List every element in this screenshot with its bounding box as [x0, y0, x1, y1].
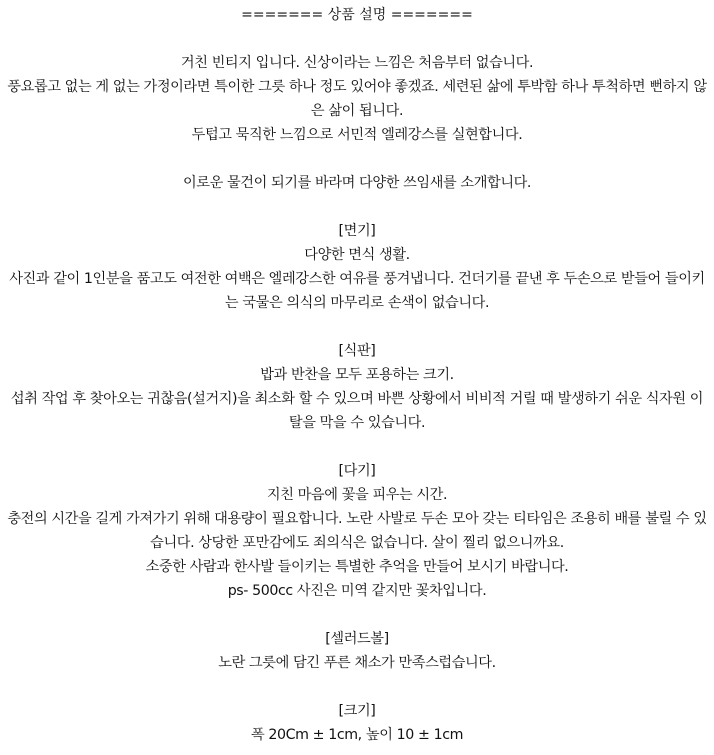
size-spec: 폭 20Cm ± 1cm, 높이 10 ± 1cm: [250, 727, 464, 743]
section-line: ps- 500cc 사진은 미역 같지만 꽃차입니다.: [227, 583, 487, 599]
spacer: [6, 675, 708, 699]
section-heading-noodle-bowl: [면기]: [338, 223, 376, 239]
spacer: [6, 27, 708, 51]
section-line: 섭취 작업 후 찾아오는 귀찮음(설거지)을 최소화 할 수 있으며 바쁜 상황에서 비비적 거릴 때 발생하기 쉬운 식자원 이탈을 막을 수 있습니다.: [10, 391, 704, 431]
spacer: [6, 147, 708, 171]
section-heading-size: [크기]: [338, 703, 376, 719]
spacer: [6, 195, 708, 219]
section-line: 소중한 사람과 한사발 들이키는 특별한 추억을 만들어 보시기 바랍니다.: [145, 559, 569, 575]
section-line: 다양한 면식 생활.: [304, 247, 410, 263]
section-line: 노란 그릇에 담긴 푸른 채소가 만족스럽습니다.: [218, 655, 496, 671]
description-title: ======= 상품 설명 =======: [241, 7, 473, 23]
section-line: 사진과 같이 1인분을 품고도 여전한 여백은 엘레강스한 여유를 풍겨냅니다. 건더기를 끝낸 후 두손으로 받들어 들이키는 국물은 의식의 마무리로 손색이 없습니다.: [9, 271, 705, 311]
section-line: 충전의 시간을 길게 가져가기 위해 대용량이 필요합니다. 노란 사발로 두손 모아 갖는 티타임은 조용히 배를 불릴 수 있습니다. 상당한 포만감에도 죄의식은 없습니다. 살이 찔리 없으니까요.: [7, 511, 707, 551]
section-heading-meal-tray: [식판]: [338, 343, 376, 359]
spacer: [6, 435, 708, 459]
intro-line: 거친 빈티지 입니다. 신상이라는 느낌은 처음부터 없습니다.: [180, 55, 534, 71]
spacer: [6, 603, 708, 627]
intro-line: 풍요롭고 없는 게 없는 가정이라면 특이한 그릇 하나 정도 있어야 좋겠죠. 세련된 삶에 투박함 하나 투척하면 뻔하지 않은 삶이 됩니다.: [7, 79, 707, 119]
section-line: 지친 마음에 꽃을 피우는 시간.: [266, 487, 448, 503]
lead-line: 이로운 물건이 되기를 바라며 다양한 쓰임새를 소개합니다.: [182, 175, 532, 191]
section-heading-salad-bowl: [셀러드볼]: [325, 631, 389, 647]
section-line: 밥과 반찬을 모두 포용하는 크기.: [260, 367, 454, 383]
spacer: [6, 315, 708, 339]
intro-line: 두텁고 묵직한 느낌으로 서민적 엘레강스를 실현합니다.: [191, 127, 523, 143]
section-heading-tea-bowl: [다기]: [338, 463, 376, 479]
